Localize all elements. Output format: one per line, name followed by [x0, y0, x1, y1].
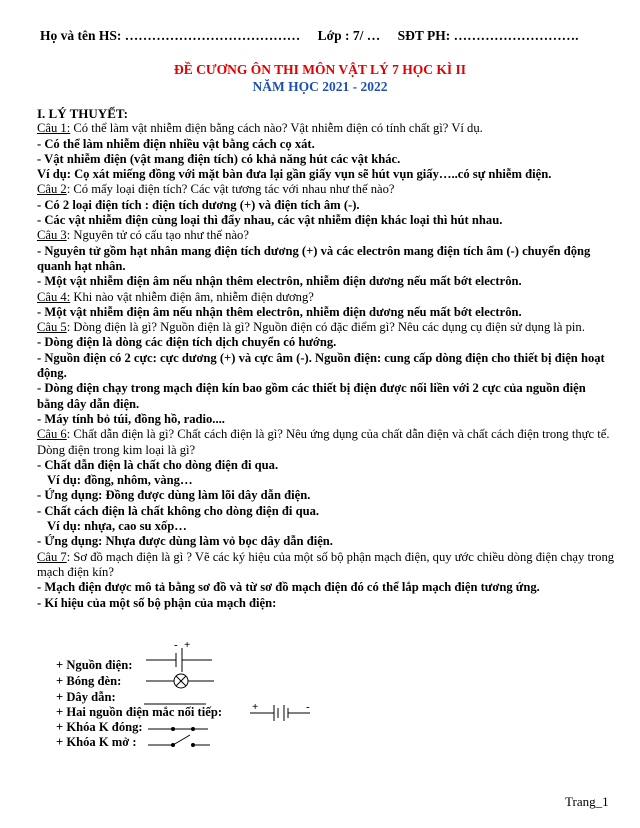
symbol-row-switch-closed — [56, 720, 143, 735]
two-batteries-symbol-icon — [250, 701, 320, 723]
bulb-label: + Bóng đèn: — [56, 674, 122, 688]
minus-sign: - — [174, 639, 178, 651]
plus-sign: + — [252, 701, 259, 713]
wire-label: + Dây dẫn: — [56, 690, 116, 704]
plus-sign: + — [184, 639, 191, 651]
question-label: Câu 2 — [37, 182, 67, 197]
two-sources-label: + Hai nguồn điện mắc nối tiếp: — [56, 705, 223, 719]
question-6 — [37, 427, 615, 458]
question-text: Có thể làm vật nhiễm điện bằng cách nào? Vật nhiễm điện có tính chất gì? Ví dụ. — [70, 121, 483, 136]
question-label: Câu 5 — [37, 320, 67, 335]
section-heading: I. LÝ THUYẾT: — [37, 106, 128, 121]
open-switch-symbol-icon — [148, 731, 218, 751]
question-4 — [37, 290, 615, 305]
question-3 — [37, 228, 615, 243]
school-year: NĂM HỌC 2021 - 2022 — [252, 79, 388, 94]
answer-line: - Dòng điện chạy trong mạch điện kín bao gồm các thiết bị điện được nối liền với 2 cực của nguồn điện bằng dây dẫn điện. — [37, 381, 586, 411]
question-1 — [37, 121, 615, 136]
answer-line: - Chất dẫn điện là chất cho dòng điện đi qua. — [37, 457, 279, 472]
symbol-row-source — [56, 639, 191, 673]
minus-sign: - — [306, 701, 310, 713]
answer-line: - Một vật nhiễm điện âm nếu nhận thêm electrôn, nhiễm điện dương nếu mất bớt electrôn. — [37, 274, 522, 289]
question-label: Câu 4: — [37, 289, 71, 304]
question-text: : Dòng điện là gì? Nguồn điện là gì? Nguồn điện có đặc điểm gì? Nêu các dụng cụ điện sử dụng là pin. — [66, 320, 585, 335]
answer-line: - Nguồn điện có 2 cực: cực dương (+) và cực âm (-). Nguồn điện: cung cấp dòng điện cho thiết bị điện hoạt động. — [37, 350, 605, 381]
answer-line: - Ứng dụng: Nhựa được dùng làm vỏ bọc dây dẫn điện. — [37, 534, 333, 549]
answer-line: Ví dụ: Cọ xát miếng đồng với mặt bàn đưa lại gần giấy vụn sẽ hút vụn giấy…..có sự nhiễm điện. — [37, 167, 552, 182]
question-label: Câu 3 — [37, 228, 67, 243]
wire-symbol-icon — [144, 690, 214, 706]
bulb-symbol-icon — [146, 672, 216, 690]
source-label: + Nguồn điện: — [56, 658, 133, 672]
answer-line: - Dòng điện là dòng các điện tích dịch chuyển có hướng. — [37, 335, 337, 350]
symbol-row-switch-open — [56, 735, 137, 750]
question-text: : Chất dẫn điện là gì? Chất cách điện là gì? Nêu ứng dụng của chất dẫn điện và chất cách điện trong thực tế. Dòng điện trong kim loại là gì? — [37, 427, 610, 457]
battery-symbol-icon — [146, 638, 216, 672]
question-text: : Sơ đồ mạch điện là gì ? Vẽ các ký hiệu của một số bộ phận mạch điện, quy ước chiều dòng điện chạy trong mạch điện kín? — [37, 549, 615, 579]
student-name-field: Họ và tên HS: ………………………………… — [40, 28, 301, 43]
question-text: Khi nào vật nhiễm điện âm, nhiễm điện dương? — [70, 289, 314, 304]
answer-line: Ví dụ: nhựa, cao su xốp… — [47, 519, 187, 534]
answer-line: - Một vật nhiễm điện âm nếu nhận thêm electrôn, nhiễm điện dương nếu mất bớt electrôn. — [37, 304, 522, 319]
answer-line: - Có thể làm nhiễm điện nhiều vật bằng cách cọ xát. — [37, 136, 315, 151]
symbol-row-wire — [56, 690, 116, 705]
question-2 — [37, 182, 615, 197]
question-label: Câu 1: — [37, 121, 71, 136]
answer-line: - Các vật nhiễm điện cùng loại thì đẩy nhau, các vật nhiễm điện khác loại thì hút nhau. — [37, 213, 503, 228]
document-body — [37, 106, 615, 611]
parent-phone-field: SĐT PH: ………………………. — [397, 28, 579, 43]
document-title: ĐỀ CƯƠNG ÔN THI MÔN VẬT LÝ 7 HỌC KÌ II — [173, 62, 467, 77]
question-text: : Có mấy loại điện tích? Các vật tương tác với nhau như thế nào? — [66, 182, 395, 197]
circuit-symbols — [56, 638, 356, 748]
switch-closed-label: + Khóa K đóng: — [56, 720, 143, 734]
question-label: Câu 6 — [37, 427, 67, 442]
answer-line: - Có 2 loại điện tích : điện tích dương (+) và điện tích âm (-). — [37, 197, 360, 212]
question-5 — [37, 320, 615, 335]
answer-line: Ví dụ: đồng, nhôm, vàng… — [47, 473, 193, 488]
class-field: Lớp : 7/ … — [317, 28, 381, 43]
question-label: Câu 7 — [37, 549, 67, 564]
answer-line: - Kí hiệu của một số bộ phận của mạch điện: — [37, 595, 277, 610]
page-number: Trang_1 — [565, 794, 609, 809]
answer-line: - Ứng dụng: Đồng được dùng làm lõi dây dẫn điện. — [37, 488, 311, 503]
answer-line: - Máy tính bỏ túi, đồng hồ, radio.... — [37, 411, 225, 426]
answer-line: - Mạch điện được mô tả bằng sơ đồ và từ sơ đồ mạch điện đó có thể lắp mạch điện tương ứng. — [37, 580, 540, 595]
symbol-row-bulb — [56, 674, 121, 689]
answer-line: - Chất cách điện là chất không cho dòng điện đi qua. — [37, 503, 320, 518]
student-info-header — [40, 28, 610, 44]
answer-line: - Nguyên tử gồm hạt nhân mang điện tích dương (+) và các electrôn mang điện tích âm (-) chuyển động quanh hạt nhân. — [37, 243, 591, 273]
question-text: : Nguyên tử có cấu tạo như thế nào? — [66, 228, 249, 243]
question-7 — [37, 550, 615, 581]
answer-line: - Vật nhiễm điện (vật mang điện tích) có khả năng hút các vật khác. — [37, 151, 401, 166]
switch-open-label: + Khóa K mở : — [56, 735, 137, 749]
